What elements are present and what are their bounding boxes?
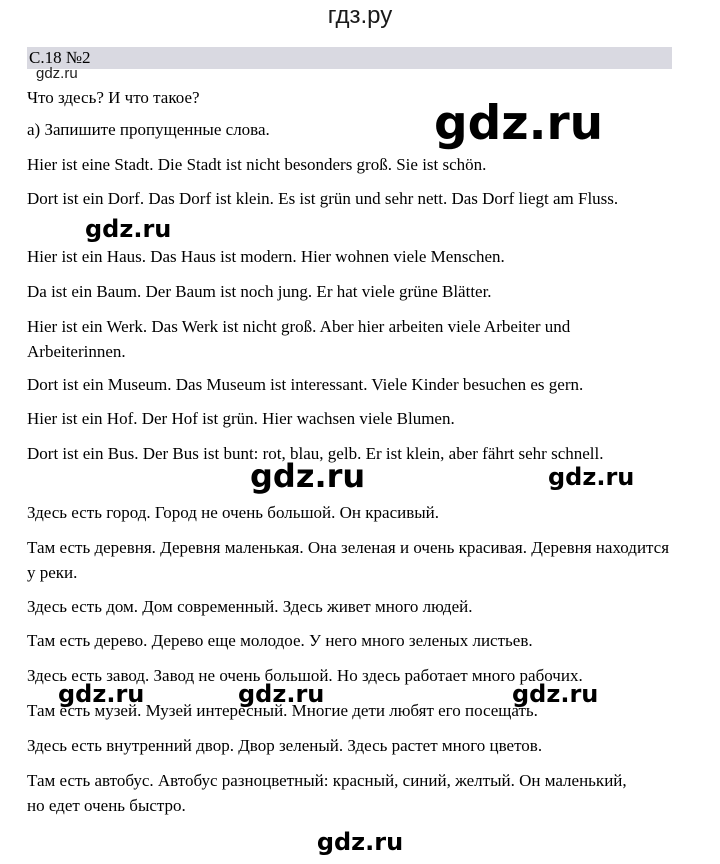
site-title: гдз.ру	[327, 2, 393, 29]
footer-watermark: gdz.ru	[316, 828, 404, 856]
paragraph-ru-2: Там есть деревня. Деревня маленькая. Она зеленая и очень красивая. Деревня находится у реки.	[27, 538, 670, 582]
exercise-header	[27, 47, 672, 69]
paragraph-de-6: Dort ist ein Museum. Das Museum ist interessant. Viele Kinder besuchen es gern.	[27, 375, 584, 394]
watermark: gdz.ru	[548, 463, 635, 491]
watermark: gdz.ru	[58, 680, 145, 708]
paragraph-ru-8: Там есть автобус. Автобус разноцветный: красный, синий, желтый. Он маленький, но едет очень быстро.	[27, 771, 627, 815]
paragraph-ru-3: Здесь есть дом. Дом современный. Здесь живет много людей.	[27, 597, 473, 616]
paragraph-de-3: Hier ist ein Haus. Das Haus ist modern. Hier wohnen viele Menschen.	[27, 247, 505, 266]
paragraph-ru-5: Здесь есть завод. Завод не очень большой. Но здесь работает много рабочих.	[27, 666, 583, 685]
paragraph-ru-7: Здесь есть внутренний двор. Двор зеленый. Здесь растет много цветов.	[27, 736, 543, 755]
paragraph-de-7: Hier ist ein Hof. Der Hof ist grün. Hier wachsen viele Blumen.	[27, 409, 455, 428]
paragraph-task: а) Запишите пропущенные слова.	[27, 120, 270, 139]
paragraph-ru-1: Здесь есть город. Город не очень большой. Он красивый.	[27, 503, 440, 522]
watermark: gdz.ru	[250, 457, 366, 495]
paragraph-de-4: Da ist ein Baum. Der Baum ist noch jung. Er hat viele grüne Blätter.	[27, 282, 492, 301]
watermark-large: gdz.ru	[434, 96, 604, 151]
paragraph-de-2: Dort ist ein Dorf. Das Dorf ist klein. Es ist grün und sehr nett. Das Dorf liegt am Fluss.	[27, 189, 619, 208]
paragraph-de-1: Hier ist eine Stadt. Die Stadt ist nicht besonders groß. Sie ist schön.	[27, 155, 487, 174]
watermark: gdz.ru	[512, 680, 599, 708]
exercise-number: С.18 №2	[29, 48, 91, 67]
watermark-small: gdz.ru	[36, 65, 78, 82]
paragraph-de-5: Hier ist ein Werk. Das Werk ist nicht groß. Aber hier arbeiten viele Arbeiter und Arbeiterinnen.	[27, 317, 571, 361]
paragraph-ru-6: Там есть музей. Музей интересный. Многие дети любят его посещать.	[27, 701, 538, 720]
paragraph-question: Что здесь? И что такое?	[27, 88, 200, 107]
paragraph-ru-4: Там есть дерево. Дерево еще молодое. У него много зеленых листьев.	[27, 631, 533, 650]
paragraph-de-8: Dort ist ein Bus. Der Bus ist bunt: rot, blau, gelb. Er ist klein, aber fährt sehr schnell.	[27, 444, 604, 463]
watermark: gdz.ru	[85, 215, 172, 243]
watermark: gdz.ru	[238, 680, 325, 708]
